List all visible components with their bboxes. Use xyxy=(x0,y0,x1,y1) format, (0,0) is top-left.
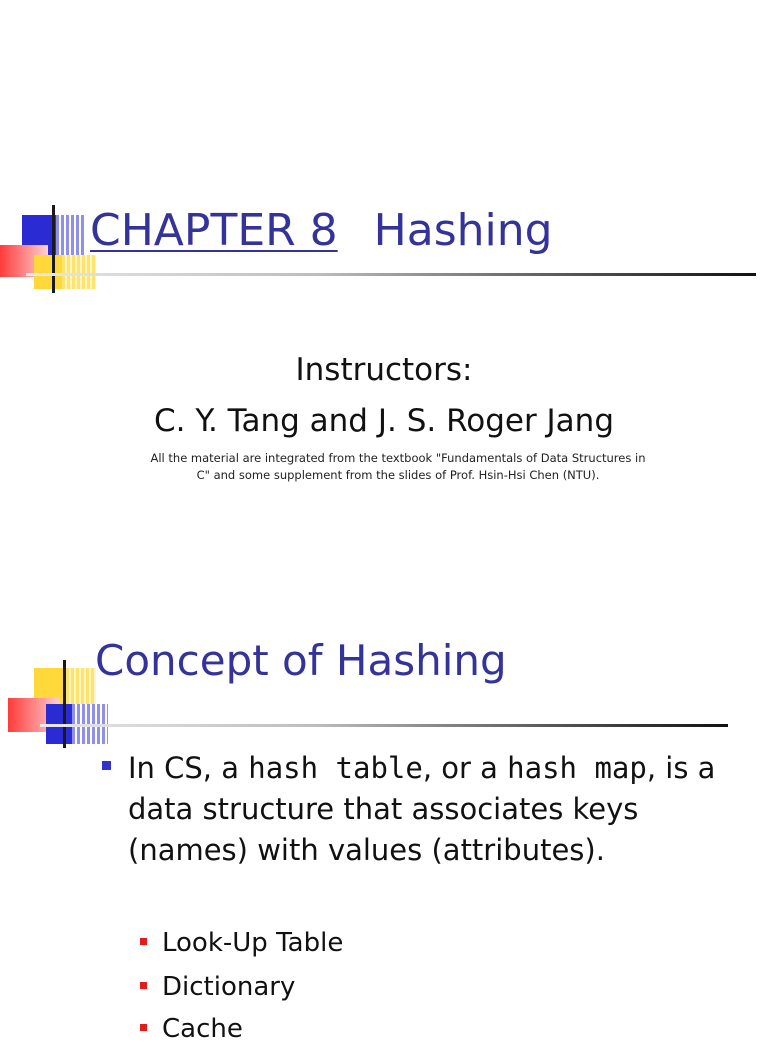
lavender-stripes xyxy=(56,215,86,255)
slide2-title: Concept of Hashing xyxy=(95,636,507,685)
yellow-square xyxy=(34,255,64,289)
instructors-names: C. Y. Tang and J. S. Roger Jang xyxy=(153,403,615,439)
vertical-line xyxy=(52,205,55,293)
term-hash-map: hash map xyxy=(507,751,647,785)
sub-item-lookup-table: Look-Up Table xyxy=(162,928,344,958)
source-note xyxy=(130,450,666,484)
term-hash-table: hash table xyxy=(248,751,423,785)
slide2-title-rule xyxy=(40,724,728,727)
bullet-text-post: , is a data structure that associates keys (names) with values (attributes). xyxy=(128,751,716,867)
bullet-text-pre: In CS, a xyxy=(128,751,249,785)
yellow-stripes xyxy=(62,255,96,289)
sub-item-cache: Cache xyxy=(162,1014,243,1044)
yellow-stripes xyxy=(66,668,96,704)
sub-bullet-marker xyxy=(140,1024,147,1031)
slide1-title-rule xyxy=(26,273,756,276)
source-note-line-1: All the material are integrated from the textbook "Fundamentals of Data Structures in xyxy=(150,451,646,465)
instructors-label: Instructors: xyxy=(295,352,473,388)
chapter-label[interactable]: CHAPTER 8 xyxy=(90,205,338,256)
sub-bullet-marker xyxy=(140,938,147,945)
bullet-text-mid: , or a xyxy=(422,751,508,785)
chapter-topic: Hashing xyxy=(373,205,553,256)
sub-bullet-marker xyxy=(140,982,147,989)
source-note-line-2: C" and some supplement from the slides of Prof. Hsin-Hsi Chen (NTU). xyxy=(196,468,600,482)
bullet-text xyxy=(128,748,758,871)
sub-item-dictionary: Dictionary xyxy=(162,972,296,1002)
slide1-title xyxy=(90,205,553,256)
vertical-line xyxy=(63,660,66,748)
bullet-marker xyxy=(102,761,111,770)
